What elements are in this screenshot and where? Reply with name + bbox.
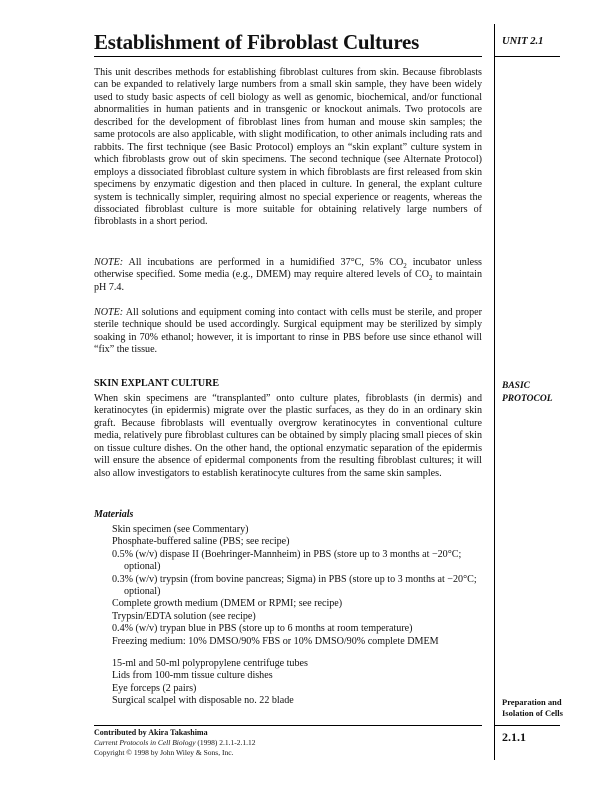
list-item: Skin specimen (see Commentary) [112,524,249,535]
list-item: 15-ml and 50-ml polypropylene centrifuge tubes [112,658,308,669]
list-item: Freezing medium: 10% DMSO/90% FBS or 10% DMSO/90% complete DMEM [112,635,439,647]
copyright-line: Copyright © 1998 by John Wiley & Sons, Inc. [94,748,234,757]
section-label [502,697,563,719]
intro-paragraph: This unit describes methods for establishing fibroblast cultures from skin. Because fibroblasts can be expanded to relatively large numbers from a small skin sample, they have been widely used to study basic aspects of cell biology as well as genomic, biochemical, and/or functional abnormalities in human patients and in transgenic or knockout animals. Two protocols are described for the development of fibroblast lines from human and mouse skin samples; the same protocols are also applicable, with slight modification, to other animals including rats and rabbits. The first technique (see Basic Protocol) employs an “skin explant” culture system in which fibroblasts grow out of skin specimens. The second technique (see Alternate Protocol) employs a dissociated fibroblast culture system in which fibroblasts are first released from skin specimens by enzymatic digestion and then placed in culture. In general, the explant culture system is technically simpler, requiring almost no special experience or reagents, whereas the dissociated fibroblast culture is more suitable for obtaining relatively large numbers of fibroblasts in a short period. [94,67,482,228]
section-label-line2: Isolation of Cells [502,708,563,718]
note-label: NOTE: [94,257,124,268]
equipment-list [112,658,482,708]
incubation-note [94,257,482,294]
list-item: 0.5% (w/v) dispase II (Boehringer-Mannheim) in PBS (store up to 3 months at −20°C; optional) [112,548,462,573]
note-subscript-b: 2 [429,274,433,283]
list-item: Complete growth medium (DMEM or RPMI; see recipe) [112,598,343,610]
journal-name: Current Protocols in Cell Biology [94,738,196,747]
unit-label: UNIT 2.1 [502,36,544,47]
list-item: 0.3% (w/v) trypsin (from bovine pancreas; Sigma) in PBS (store up to 3 months at −20°C; optional) [112,573,477,598]
basic-label-line1: BASIC [502,381,530,391]
citation-text: (1998) 2.1.1-2.1.12 [195,738,256,747]
list-item: Eye forceps (2 pairs) [112,682,197,694]
footer-rule [94,725,482,726]
footer [94,728,256,758]
list-item: Lids from 100-mm tissue culture dishes [112,670,273,682]
materials-heading: Materials [94,509,134,520]
note-text-a: All incubations are performed in a humidified 37°C, 5% CO [123,257,404,268]
contributor-line: Contributed by Akira Takashima [94,728,208,737]
list-item: Phosphate-buffered saline (PBS; see recipe) [112,536,290,548]
skin-explant-paragraph: When skin specimens are “transplanted” onto culture plates, fibroblasts (in dermis) and keratinocytes (in epidermis) migrate over the plastic surfaces, as they do in an ordinary skin graft. Because fibroblasts will eventually overgrow keratinocytes in conventional culture media, relatively pure fibroblast cultures can be obtained by simply placing small pieces of skin on tissue culture dishes. On the other hand, the optional enzymatic separation of the epidermis will ensure the absence of epidermal components from the resulting fibroblast cultures; it will also allow investigators to establish keratinocyte cultures from the same skin samples. [94,393,482,479]
note-text: All solutions and equipment coming into contact with cells must be sterile, and proper sterile technique should be used accordingly. Surgical equipment may be sterilized by simply soaking in 70% ethanol; however, it is important to rinse in PBS before use since ethanol will “fix” the tissue. [94,307,482,356]
note-subscript-a: 2 [403,262,407,271]
sidebar-vertical-rule [494,24,495,760]
list-item: 0.4% (w/v) trypan blue in PBS (store up to 6 months at room temperature) [112,623,413,635]
list-item: Surgical scalpel with disposable no. 22 blade [112,695,294,707]
sidebar-top-rule [494,56,560,57]
section-label-line1: Preparation and [502,697,562,707]
main-column [94,0,482,792]
list-item: Trypsin/EDTA solution (see recipe) [112,610,256,622]
note-label: NOTE: [94,307,124,318]
citation-line [94,738,256,748]
page-title: Establishment of Fibroblast Cultures [94,30,420,54]
materials-list [112,524,482,648]
sterility-note [94,307,482,357]
basic-label-line2: PROTOCOL [502,393,553,404]
note-text-c: to maintain pH 7.4. [94,269,483,293]
section-heading: SKIN EXPLANT CULTURE [94,378,220,389]
basic-protocol-label [502,380,553,405]
note-text-b: incubator unless otherwise specified. Some media (e.g., DMEM) may require altered levels of CO [94,257,482,281]
page-number: 2.1.1 [502,730,526,744]
page-number-rule [494,725,560,726]
